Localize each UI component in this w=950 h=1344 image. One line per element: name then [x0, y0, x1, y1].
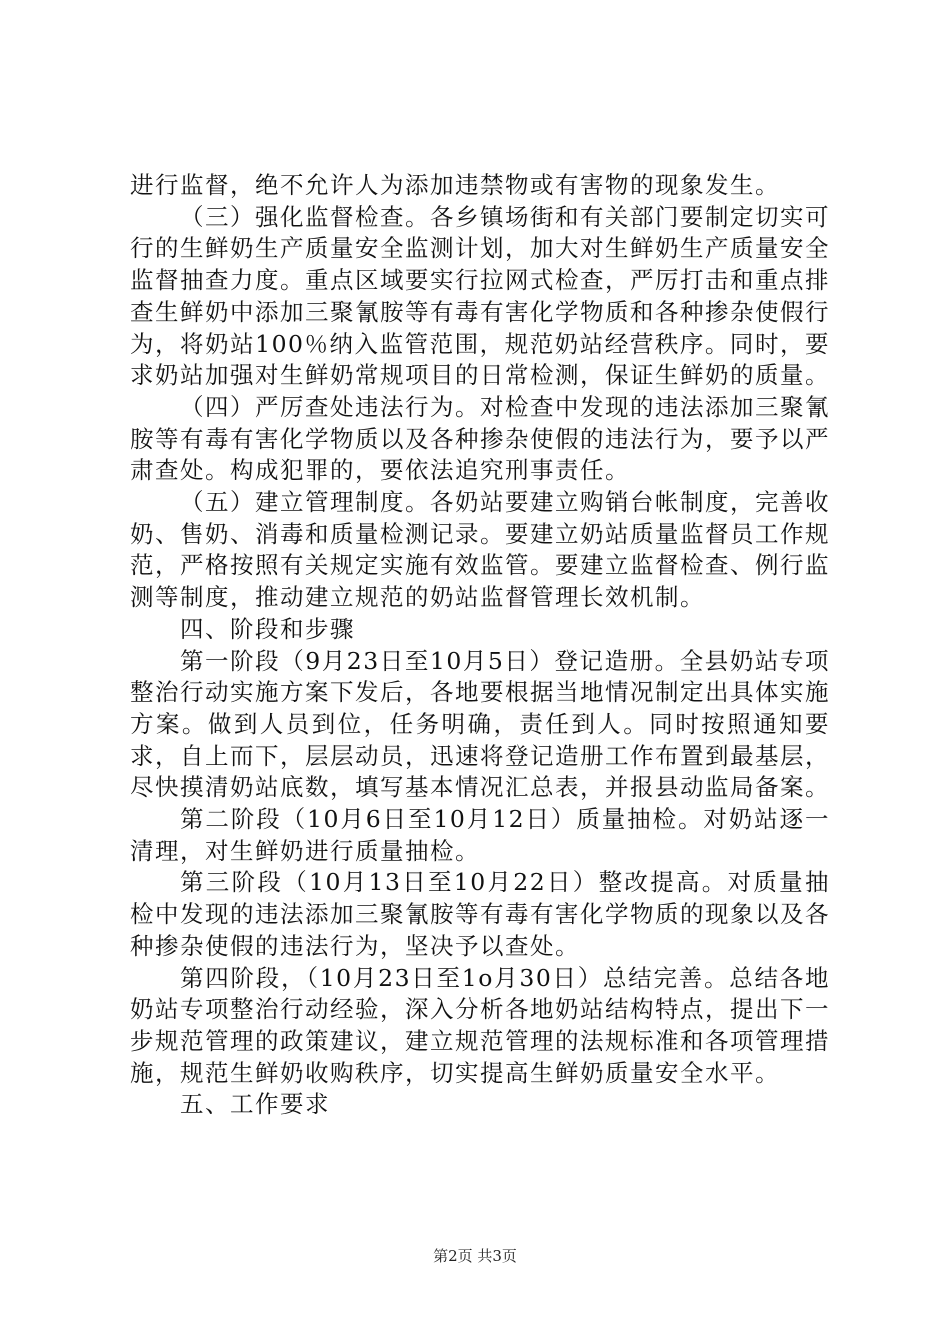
- paragraph-stage-3: 第三阶段（10月13日至10月22日）整改提高。对质量抽检中发现的违法添加三聚氰胺等有毒有害化学物质的现象以及各种掺杂使假的违法行为，坚决予以查处。: [130, 868, 830, 960]
- heading-stages: 四、阶段和步骤: [180, 614, 355, 643]
- paragraph-stage-1: 第一阶段（9月23日至10月5日）登记造册。全县奶站专项整治行动实施方案下发后，各地要根据当地情况制定出具体实施方案。做到人员到位，任务明确，责任到人。同时按照通知要求，自上而下，层层动员，迅速将登记造册工作布置到最基层，尽快摸清奶站底数，填写基本情况汇总表，并报县动监局备案。: [130, 646, 830, 802]
- page-number: 第2页 共3页: [433, 1247, 517, 1265]
- heading-work-requirements: 五、工作要求: [180, 1090, 330, 1119]
- document-body: [130, 170, 830, 1121]
- paragraph-stage-4: 第四阶段，（10月23日至1o月30日）总结完善。总结各地奶站专项整治行动经验，深入分析各地奶站结构特点，提出下一步规范管理的政策建议，建立规范管理的法规标准和各项管理措施，规范生鲜奶收购秩序，切实提高生鲜奶质量安全水平。: [130, 963, 830, 1087]
- paragraph-stage-2: 第二阶段（10月6日至10月12日）质量抽检。对奶站逐一清理，对生鲜奶进行质量抽检。: [130, 805, 830, 865]
- paragraph-section-4: （四）严厉查处违法行为。对检查中发现的违法添加三聚氰胺等有毒有害化学物质以及各种掺杂使假的违法行为，要予以严肃查处。构成犯罪的，要依法追究刑事责任。: [130, 392, 830, 485]
- page-footer: [0, 1245, 950, 1266]
- paragraph-continuation: 进行监督，绝不允许人为添加违禁物或有害物的现象发生。: [130, 171, 780, 199]
- paragraph-section-3: （三）强化监督检查。各乡镇场街和有关部门要制定切实可行的生鲜奶生产质量安全监测计划，加大对生鲜奶生产质量安全监督抽查力度。重点区域要实行拉网式检查，严厉打击和重点排查生鲜奶中添加三聚氰胺等有毒有害化学物质和各种掺杂使假行为，将奶站100％纳入监管范围，规范奶站经营秩序。同时，要求奶站加强对生鲜奶常规项目的日常检测，保证生鲜奶的质量。: [130, 202, 830, 390]
- paragraph-section-5: （五）建立管理制度。各奶站要建立购销台帐制度，完善收奶、售奶、消毒和质量检测记录。要建立奶站质量监督员工作规范，严格按照有关规定实施有效监管。要建立监督检查、例行监测等制度，推动建立规范的奶站监督管理长效机制。: [130, 488, 830, 612]
